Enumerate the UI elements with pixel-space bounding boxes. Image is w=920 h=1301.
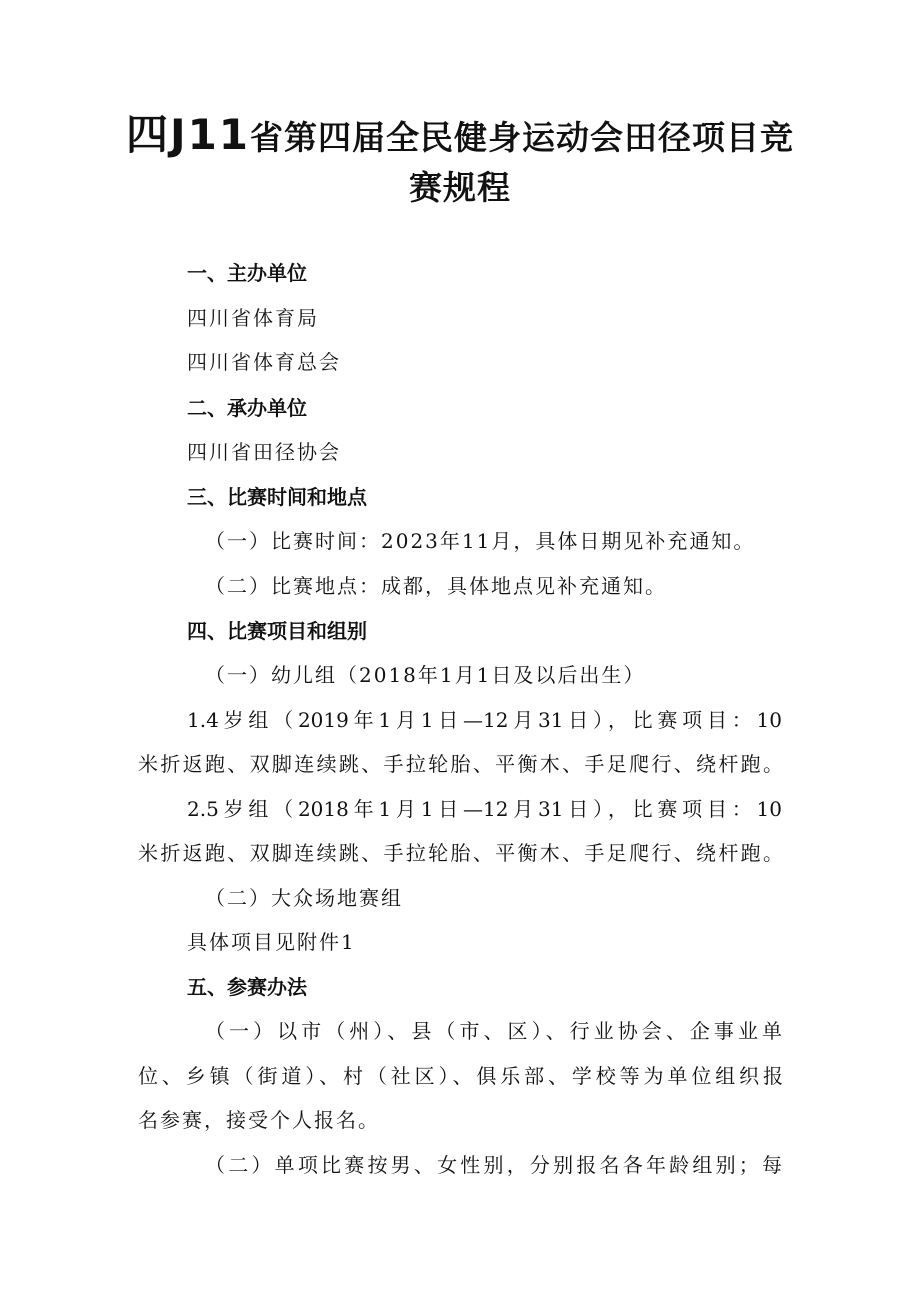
host-unit: 四川省田径协会 bbox=[187, 440, 341, 464]
group-heading-2: （二）大众场地赛组 bbox=[205, 886, 403, 910]
group-heading-1: （一）幼儿组（2018年1月1日及以后出生） bbox=[205, 663, 646, 687]
competition-venue: （二）比赛地点：成都，具体地点见补充通知。 bbox=[205, 574, 667, 598]
title-line-2: 赛规程 bbox=[409, 168, 511, 207]
section-heading-5: 五、参赛办法 bbox=[187, 975, 307, 999]
participation-line-2: 位、乡镇（街道）、村（社区）、俱乐部、学校等为单位组织报 bbox=[138, 1064, 783, 1088]
section-heading-4: 四、比赛项目和组别 bbox=[187, 619, 367, 643]
organizer-2: 四川省体育总会 bbox=[187, 350, 341, 374]
participation-line-1: （一）以市（州）、县（市、区）、行业协会、企事业单 bbox=[205, 1019, 782, 1043]
competition-time: （一）比赛时间：2023年11月，具体日期见补充通知。 bbox=[205, 529, 756, 553]
section-heading-2: 二、承办单位 bbox=[187, 396, 307, 420]
document-title bbox=[0, 110, 920, 213]
age-group-5-line-2: 米折返跑、双脚连续跳、手拉轮胎、平衡木、手足爬行、绕杆跑。 bbox=[138, 841, 783, 865]
participation-line-3: 名参赛，接受个人报名。 bbox=[138, 1108, 380, 1132]
appendix-note: 具体项目见附件1 bbox=[187, 930, 356, 954]
age-group-5-line-1: 2.5岁组（2018年1月1日—12月31日），比赛项目：10 bbox=[187, 797, 782, 821]
section-heading-1: 一、主办单位 bbox=[187, 261, 307, 285]
title-prefix: 四J11 bbox=[125, 110, 251, 159]
participation-line-4: （二）单项比赛按男、女性别，分别报名各年龄组别；每 bbox=[205, 1153, 782, 1177]
age-group-4-line-1: 1.4岁组（2019年1月1日—12月31日），比赛项目：10 bbox=[187, 708, 782, 732]
organizer-1: 四川省体育局 bbox=[187, 306, 319, 330]
age-group-4-line-2: 米折返跑、双脚连续跳、手拉轮胎、平衡木、手足爬行、绕杆跑。 bbox=[138, 752, 783, 776]
section-heading-3: 三、比赛时间和地点 bbox=[187, 485, 367, 509]
title-rest: 省第四届全民健身运动会田径项目竞 bbox=[250, 118, 795, 157]
title-line-1 bbox=[0, 110, 920, 163]
